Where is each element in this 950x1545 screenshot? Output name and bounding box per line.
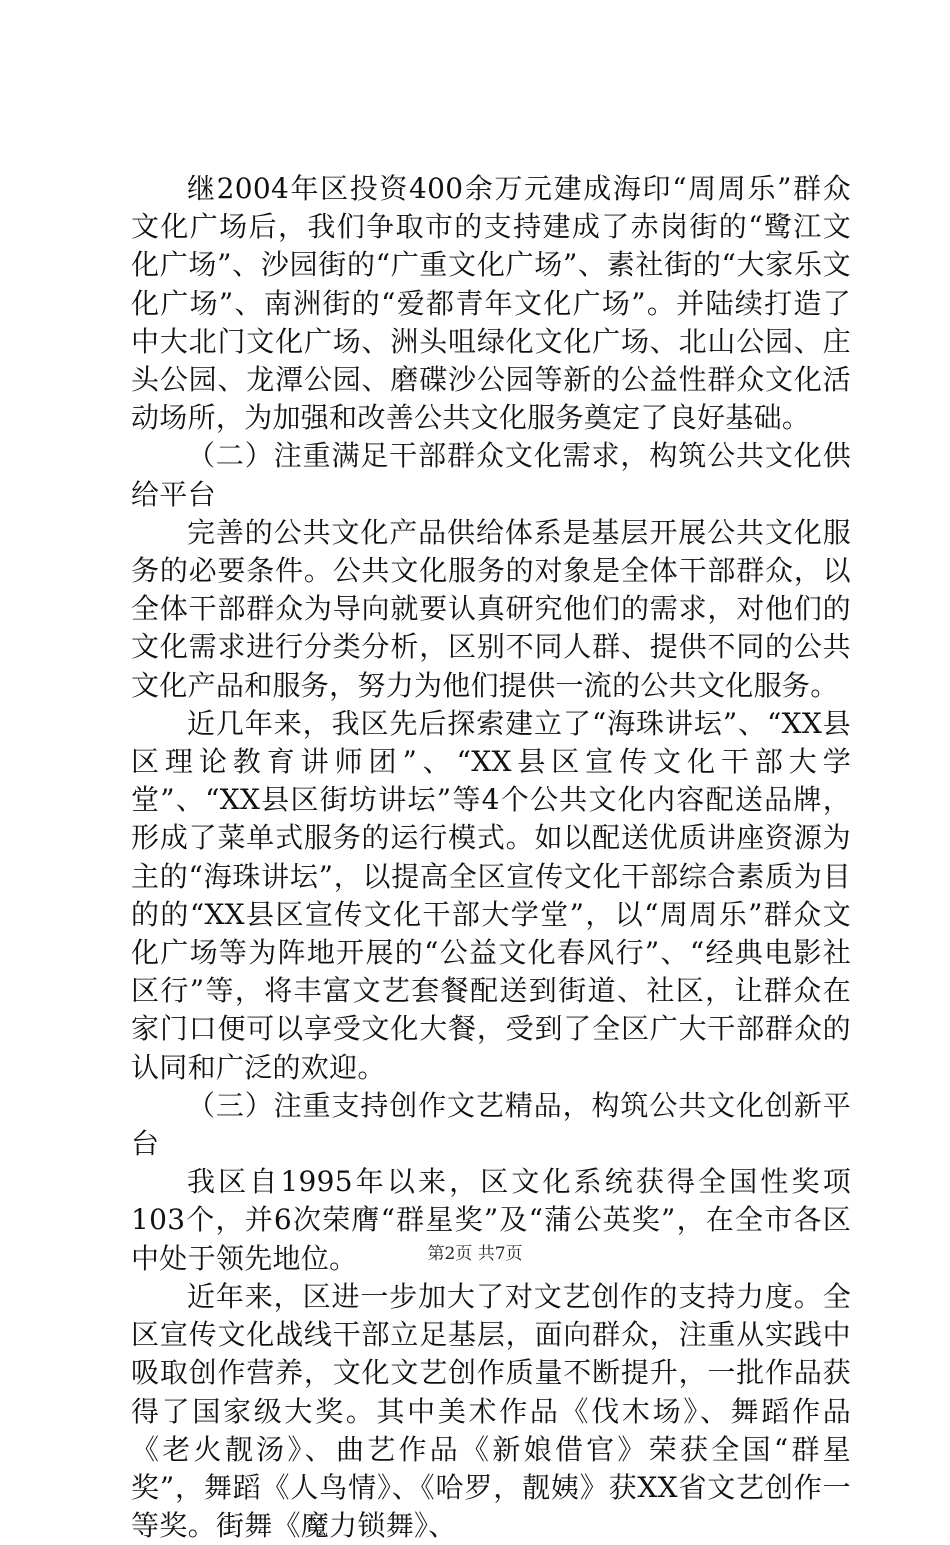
document-body [131,170,851,1545]
section-heading-innovation-platform: （三）注重支持创作文艺精品，构筑公共文化创新平台 [131,1088,851,1161]
page-number-footer: 第2页 共7页 [427,1244,523,1264]
section-heading-supply-platform: （二）注重满足干部群众文化需求，构筑公共文化供给平台 [131,439,851,511]
paragraph-supply-system: 完善的公共文化产品供给体系是基层开展公共文化服务的必要条件。公共文化服务的对象是全体干部群众，以全体干部群众为导向就要认真研究他们的需求，对他们的文化需求进行分类分析，区别不同人群、提供不同的公共文化产品和服务，努力为他们提供一流的公共文化服务。 [131,515,851,702]
paragraph-artistic-creation: 近年来，区进一步加大了对文艺创作的支持力度。全区宣传文化战线干部立足基层，面向群众，注重从实践中吸取创作营养，文化文艺创作质量不断提升，一批作品获得了国家级大奖。其中美术作品《伐木场》、舞蹈作品《老火靓汤》、曲艺作品《新娘借官》荣获全国“群星奖”，舞蹈《人鸟情》、《哈罗，靓姨》获XX省文艺创作一等奖。街舞《魔力锁舞》、 [131,1279,851,1543]
paragraph-national-awards: 我区自1995年以来，区文化系统获得全国性奖项103个，并6次荣膺“群星奖”及“蒲公英奖”，在全市各区中处于领先地位。 [131,1165,851,1275]
paragraph-content-delivery-brands: 近几年来，我区先后探索建立了“海珠讲坛”、“XX县区理论教育讲师团”、“XX县区宣传文化干部大学堂”、“XX县区街坊讲坛”等4个公共文化内容配送品牌，形成了菜单式服务的运行模式。如以配送优质讲座资源为主的“海珠讲坛”，以提高全区宣传文化干部综合素质为目的的“XX县区宣传文化干部大学堂”，以“周周乐”群众文化广场等为阵地开展的“公益文化春风行”、“经典电影社区行”等，将丰富文艺套餐配送到街道、社区，让群众在家门口便可以享受文化大餐，受到了全区广大干部群众的认同和广泛的欢迎。 [131,706,851,1084]
paragraph-plaza-construction: 继2004年区投资400余万元建成海印“周周乐”群众文化广场后，我们争取市的支持建成了赤岗街的“鹭江文化广场”、沙园街的“广重文化广场”、素社街的“大家乐文化广场”、南洲街的“爱都青年文化广场”。并陆续打造了中大北门文化广场、洲头咀绿化文化广场、北山公园、庄头公园、龙潭公园、磨碟沙公园等新的公益性群众文化活动场所，为加强和改善公共文化服务奠定了良好基础。 [131,172,851,435]
